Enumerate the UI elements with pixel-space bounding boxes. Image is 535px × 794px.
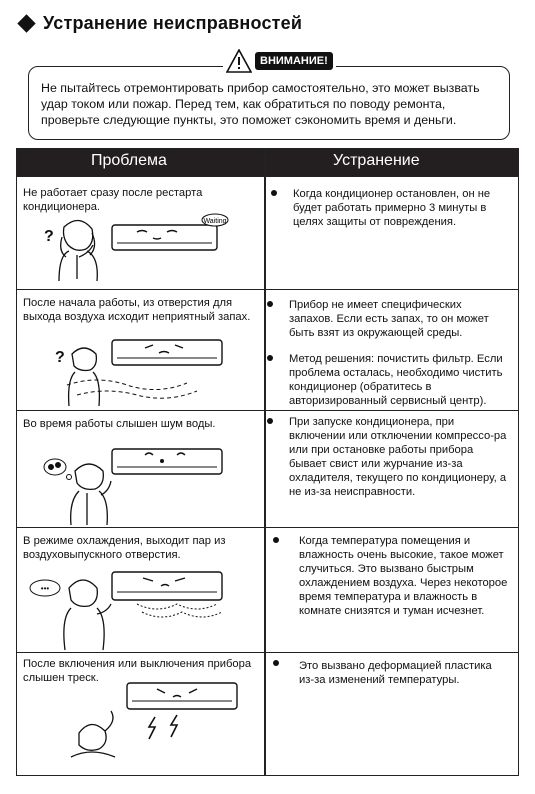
ac-unit-icon — [127, 683, 237, 709]
bullet-icon — [267, 301, 273, 307]
problem-text: После начала работы, из отверстия для выхода воздуха исходит неприятный запах. — [23, 297, 251, 323]
solution-item — [269, 352, 509, 408]
bad-smell-illustration — [17, 290, 263, 410]
solution-text: Когда кондиционер остановлен, он не будет работать примерно 3 минуты в целях защиты от повреждения. — [293, 188, 491, 228]
crack-noise-illustration — [17, 653, 263, 775]
person-icon — [55, 348, 99, 406]
table-header — [17, 149, 518, 176]
ac-unit-icon — [112, 340, 222, 365]
solution-text: Когда температура помещения и влажность очень высокие, такое может случиться. Это вызвано быстрым охлаждением воздуха. Через некоторое время температура и влажность в комнате снизятся и туман исчезнет. — [299, 535, 508, 617]
solution-item — [269, 298, 509, 340]
warning-box — [28, 66, 510, 140]
solution-text: При запуске кондиционера, при включении или отключении компрессо-ра или при остановке работы прибора бывает свист или журчание из-за охладителя, текущего по кондиционеру, а не из-за неисправности. — [289, 416, 507, 498]
solution-text: Метод решения: почистить фильтр. Если проблема осталась, необходимо чистить кондиционер (обратитесь в авторизированный сервисный центр). — [289, 353, 503, 407]
person-icon — [71, 464, 111, 525]
troubleshooting-table — [16, 148, 519, 776]
steam-illustration — [17, 528, 263, 652]
ac-unit-icon — [112, 449, 222, 474]
bullet-icon — [273, 537, 279, 543]
diamond-bullet-icon — [17, 14, 35, 32]
person-icon — [44, 220, 97, 281]
warning-label: ВНИМАНИЕ! — [255, 52, 333, 70]
person-icon — [64, 580, 111, 650]
table-row — [17, 410, 518, 528]
solution-item — [269, 187, 509, 229]
solution-item — [269, 415, 509, 499]
solution-item — [269, 534, 509, 618]
thought-bubble-icon — [44, 459, 72, 480]
svg-text:?: ? — [55, 349, 65, 366]
problem-text: В режиме охлаждения, выходит пар из воздуховыпускного отверстия. — [23, 535, 226, 561]
column-header-solution: Устранение — [333, 152, 420, 169]
svg-text:?: ? — [44, 228, 54, 245]
table-row — [17, 652, 518, 776]
solution-text: Прибор не имеет специфических запахов. Если есть запах, то он может быть взят из окружающей среды. — [289, 299, 489, 339]
bullet-icon — [267, 355, 273, 361]
problem-text: Во время работы слышен шум воды. — [23, 418, 216, 430]
page-title: Устранение неисправностей — [43, 12, 303, 33]
ac-unit-icon — [112, 572, 222, 600]
problem-text: После включения или выключения прибора слышен треск. — [23, 658, 252, 684]
table-row — [17, 176, 518, 290]
speech-bubble-icon — [30, 580, 60, 596]
bullet-icon — [271, 190, 277, 196]
table-row — [17, 527, 518, 653]
warning-triangle-icon — [226, 49, 252, 73]
table-row — [17, 289, 518, 411]
water-noise-illustration — [17, 411, 263, 527]
bullet-icon — [267, 418, 273, 424]
warning-text: Не пытайтесь отремонтировать прибор самостоятельно, это может вызвать удар током или пожар. Перед тем, как обратиться по поводу ремонта, проверьте следующие пункты, это поможет сэкономить время и деньги. — [41, 81, 480, 127]
solution-text: Это вызвано деформацией пластика из-за изменений температуры. — [299, 660, 492, 686]
section-heading — [14, 10, 302, 36]
ac-unit-icon — [112, 225, 217, 250]
warning-header — [223, 49, 336, 73]
svg-text:•••: ••• — [40, 584, 50, 593]
column-header-problem: Проблема — [91, 152, 167, 169]
bullet-icon — [273, 660, 279, 666]
waiting-illustration — [17, 177, 263, 289]
solution-item — [269, 659, 509, 687]
problem-text: Не работает сразу после рестарта кондиционера. — [23, 187, 203, 213]
smell-lines-icon — [67, 380, 197, 398]
waiting-bubble — [202, 214, 228, 226]
steam-dots-icon — [137, 604, 222, 617]
person-icon — [71, 711, 115, 757]
crack-icon — [149, 715, 177, 739]
bubble-text: Waiting — [203, 218, 227, 225]
